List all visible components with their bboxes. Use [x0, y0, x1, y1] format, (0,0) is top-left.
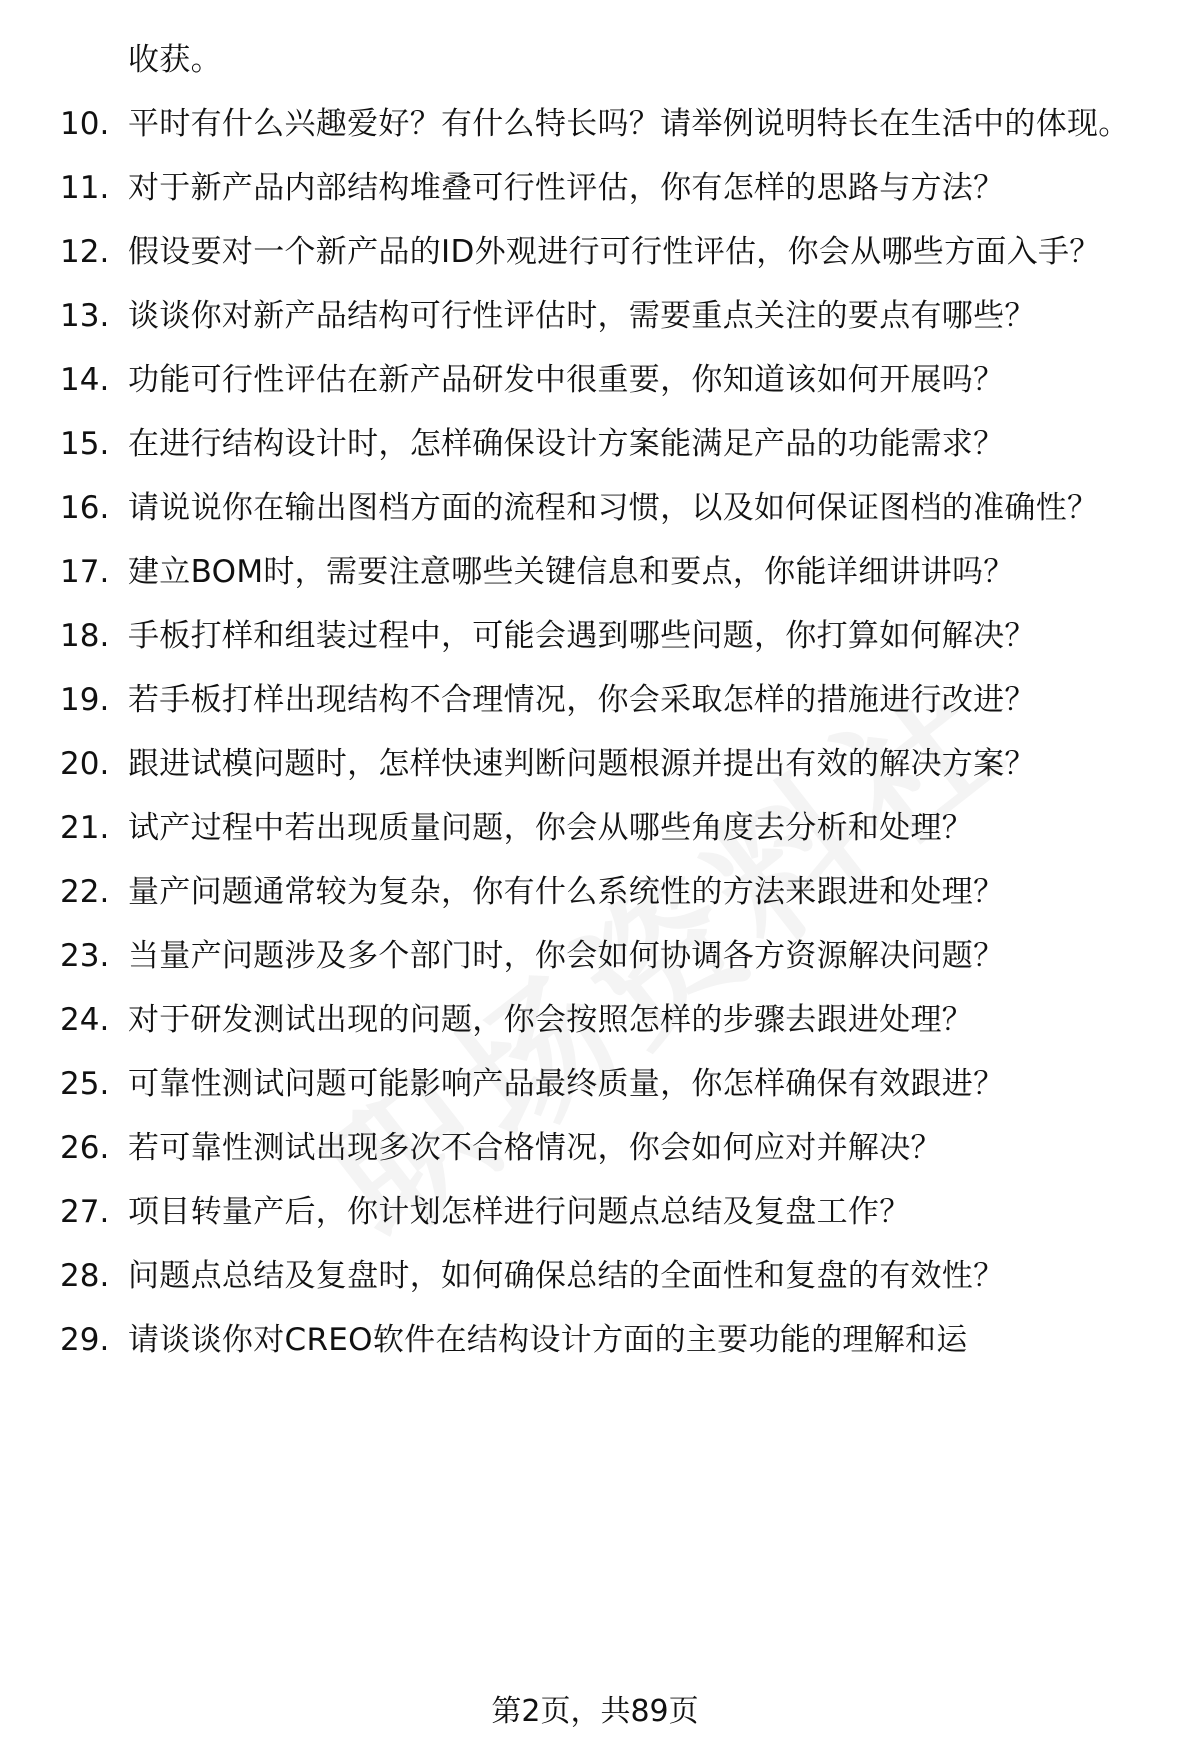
item-number: 28. — [60, 1258, 110, 1294]
item-text: 请谈谈你对CREO软件在结构设计方面的主要功能的理解和运 — [128, 1322, 968, 1358]
item-text: 手板打样和组装过程中，可能会遇到哪些问题，你打算如何解决？ — [128, 618, 1036, 654]
item-text: 请说说你在输出图档方面的流程和习惯，以及如何保证图档的准确性？ — [128, 490, 1099, 526]
question-list — [0, 38, 1190, 1382]
list-item — [0, 294, 1190, 338]
item-number: 17. — [60, 554, 110, 590]
item-text: 在进行结构设计时，怎样确保设计方案能满足产品的功能需求？ — [128, 426, 1005, 462]
item-text: 假设要对一个新产品的ID外观进行可行性评估，你会从哪些方面入手？ — [128, 234, 1101, 270]
item-number: 22. — [60, 874, 110, 910]
list-item — [0, 550, 1190, 594]
item-text: 若可靠性测试出现多次不合格情况，你会如何应对并解决？ — [128, 1130, 942, 1166]
item-number: 23. — [60, 938, 110, 974]
list-item — [0, 998, 1190, 1042]
list-item — [0, 934, 1190, 978]
item-text: 功能可行性评估在新产品研发中很重要，你知道该如何开展吗？ — [128, 362, 1005, 398]
item-text: 对于研发测试出现的问题，你会按照怎样的步骤去跟进处理？ — [128, 1002, 974, 1038]
list-item — [0, 1062, 1190, 1106]
list-item — [0, 678, 1190, 722]
item-number: 10. — [60, 106, 110, 142]
continuation-line — [0, 38, 1190, 82]
list-item — [0, 614, 1190, 658]
item-number: 12. — [60, 234, 110, 270]
item-number: 14. — [60, 362, 110, 398]
item-number: 24. — [60, 1002, 110, 1038]
item-text: 当量产问题涉及多个部门时，你会如何协调各方资源解决问题？ — [128, 938, 1005, 974]
list-item — [0, 1126, 1190, 1170]
item-number: 29. — [60, 1322, 110, 1358]
list-item — [0, 486, 1190, 530]
list-item — [0, 806, 1190, 850]
item-text: 建立BOM时，需要注意哪些关键信息和要点，你能详细讲讲吗？ — [128, 554, 1015, 590]
item-text: 谈谈你对新产品结构可行性评估时，需要重点关注的要点有哪些？ — [128, 298, 1036, 334]
list-item — [0, 1254, 1190, 1298]
item-number: 27. — [60, 1194, 110, 1230]
item-number: 20. — [60, 746, 110, 782]
item-text: 若手板打样出现结构不合理情况，你会采取怎样的措施进行改进？ — [128, 682, 1036, 718]
item-number: 15. — [60, 426, 110, 462]
item-number: 18. — [60, 618, 110, 654]
list-item — [0, 102, 1190, 146]
item-text: 对于新产品内部结构堆叠可行性评估，你有怎样的思路与方法？ — [128, 170, 1005, 206]
item-number: 13. — [60, 298, 110, 334]
list-item — [0, 230, 1190, 274]
list-item — [0, 358, 1190, 402]
item-number: 19. — [60, 682, 110, 718]
item-text: 跟进试模问题时，怎样快速判断问题根源并提出有效的解决方案？ — [128, 746, 1036, 782]
item-number: 16. — [60, 490, 110, 526]
list-item — [0, 1318, 1190, 1362]
item-text: 平时有什么兴趣爱好？有什么特长吗？请举例说明特长在生活中的体现。 — [128, 106, 1130, 142]
item-text: 可靠性测试问题可能影响产品最终质量，你怎样确保有效跟进？ — [128, 1066, 1005, 1102]
continuation-text: 收获。 — [128, 42, 222, 78]
item-text: 试产过程中若出现质量问题，你会从哪些角度去分析和处理？ — [128, 810, 974, 846]
item-number: 11. — [60, 170, 110, 206]
item-number: 21. — [60, 810, 110, 846]
item-number: 26. — [60, 1130, 110, 1166]
list-item — [0, 742, 1190, 786]
item-text: 问题点总结及复盘时，如何确保总结的全面性和复盘的有效性？ — [128, 1258, 1005, 1294]
page-number: 第2页，共89页 — [491, 1694, 699, 1729]
list-item — [0, 166, 1190, 210]
item-text: 量产问题通常较为复杂，你有什么系统性的方法来跟进和处理？ — [128, 874, 1005, 910]
list-item — [0, 422, 1190, 466]
list-item — [0, 1190, 1190, 1234]
item-number: 25. — [60, 1066, 110, 1102]
item-text: 项目转量产后，你计划怎样进行问题点总结及复盘工作？ — [128, 1194, 911, 1230]
list-item — [0, 870, 1190, 914]
